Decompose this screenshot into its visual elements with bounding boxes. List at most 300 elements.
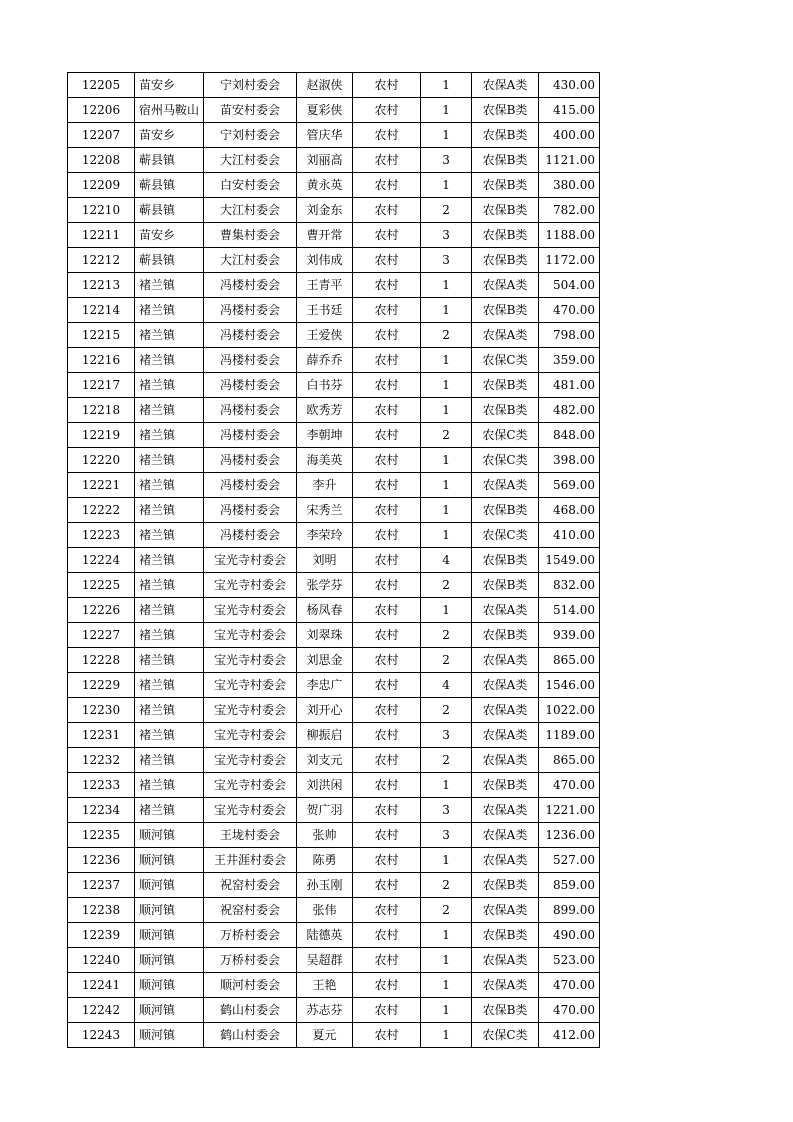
household-count-cell: 3 [421, 798, 472, 823]
table-row [68, 248, 600, 273]
residence-type-cell: 农村 [353, 73, 421, 98]
table-row [68, 148, 600, 173]
household-count-cell: 3 [421, 248, 472, 273]
table-row [68, 573, 600, 598]
category-cell: 农保B类 [472, 98, 539, 123]
township-cell: 蕲县镇 [135, 198, 204, 223]
residence-type-cell: 农村 [353, 123, 421, 148]
record-id-cell: 12217 [68, 373, 135, 398]
record-id-cell: 12211 [68, 223, 135, 248]
table-row [68, 198, 600, 223]
village-committee-cell: 大江村委会 [204, 148, 297, 173]
record-id-cell: 12227 [68, 623, 135, 648]
township-cell: 褚兰镇 [135, 748, 204, 773]
amount-cell: 1189.00 [539, 723, 600, 748]
name-cell: 张学芬 [297, 573, 353, 598]
name-cell: 薛乔乔 [297, 348, 353, 373]
category-cell: 农保B类 [472, 223, 539, 248]
amount-cell: 939.00 [539, 623, 600, 648]
category-cell: 农保B类 [472, 398, 539, 423]
name-cell: 张帅 [297, 823, 353, 848]
record-id-cell: 12209 [68, 173, 135, 198]
residence-type-cell: 农村 [353, 473, 421, 498]
village-committee-cell: 宝光寺村委会 [204, 773, 297, 798]
name-cell: 白书芬 [297, 373, 353, 398]
village-committee-cell: 顺河村委会 [204, 973, 297, 998]
name-cell: 黄永英 [297, 173, 353, 198]
amount-cell: 514.00 [539, 598, 600, 623]
village-committee-cell: 曹集村委会 [204, 223, 297, 248]
table-row [68, 473, 600, 498]
household-count-cell: 1 [421, 948, 472, 973]
record-id-cell: 12208 [68, 148, 135, 173]
table-row [68, 298, 600, 323]
residence-type-cell: 农村 [353, 323, 421, 348]
record-id-cell: 12232 [68, 748, 135, 773]
village-committee-cell: 祝窑村委会 [204, 898, 297, 923]
amount-cell: 430.00 [539, 73, 600, 98]
amount-cell: 470.00 [539, 298, 600, 323]
household-count-cell: 1 [421, 923, 472, 948]
amount-cell: 400.00 [539, 123, 600, 148]
name-cell: 王青平 [297, 273, 353, 298]
village-committee-cell: 宝光寺村委会 [204, 573, 297, 598]
village-committee-cell: 冯楼村委会 [204, 398, 297, 423]
residence-type-cell: 农村 [353, 298, 421, 323]
township-cell: 蕲县镇 [135, 173, 204, 198]
village-committee-cell: 鹤山村委会 [204, 998, 297, 1023]
household-count-cell: 2 [421, 698, 472, 723]
residence-type-cell: 农村 [353, 798, 421, 823]
name-cell: 柳振启 [297, 723, 353, 748]
village-committee-cell: 王垅村委会 [204, 823, 297, 848]
township-cell: 顺河镇 [135, 923, 204, 948]
record-id-cell: 12222 [68, 498, 135, 523]
household-count-cell: 1 [421, 273, 472, 298]
record-id-cell: 12226 [68, 598, 135, 623]
township-cell: 褚兰镇 [135, 548, 204, 573]
household-count-cell: 2 [421, 198, 472, 223]
record-id-cell: 12219 [68, 423, 135, 448]
category-cell: 农保A类 [472, 673, 539, 698]
name-cell: 李升 [297, 473, 353, 498]
name-cell: 李朝坤 [297, 423, 353, 448]
amount-cell: 798.00 [539, 323, 600, 348]
record-id-cell: 12210 [68, 198, 135, 223]
category-cell: 农保A类 [472, 473, 539, 498]
village-committee-cell: 宝光寺村委会 [204, 673, 297, 698]
village-committee-cell: 冯楼村委会 [204, 273, 297, 298]
category-cell: 农保A类 [472, 848, 539, 873]
table-row [68, 748, 600, 773]
name-cell: 欧秀芳 [297, 398, 353, 423]
residence-type-cell: 农村 [353, 398, 421, 423]
name-cell: 李荣玲 [297, 523, 353, 548]
household-count-cell: 1 [421, 598, 472, 623]
record-id-cell: 12230 [68, 698, 135, 723]
household-count-cell: 2 [421, 323, 472, 348]
name-cell: 夏彩侠 [297, 98, 353, 123]
name-cell: 贺广羽 [297, 798, 353, 823]
table-row [68, 373, 600, 398]
household-count-cell: 1 [421, 1023, 472, 1048]
category-cell: 农保B类 [472, 548, 539, 573]
category-cell: 农保A类 [472, 323, 539, 348]
record-id-cell: 12239 [68, 923, 135, 948]
name-cell: 管庆华 [297, 123, 353, 148]
roster-table-body [68, 73, 600, 1048]
category-cell: 农保A类 [472, 973, 539, 998]
household-count-cell: 1 [421, 398, 472, 423]
name-cell: 吴超群 [297, 948, 353, 973]
village-committee-cell: 宁刘村委会 [204, 123, 297, 148]
residence-type-cell: 农村 [353, 923, 421, 948]
category-cell: 农保A类 [472, 73, 539, 98]
township-cell: 苗安乡 [135, 73, 204, 98]
village-committee-cell: 鹤山村委会 [204, 1023, 297, 1048]
table-row [68, 898, 600, 923]
household-count-cell: 2 [421, 748, 472, 773]
household-count-cell: 1 [421, 523, 472, 548]
roster-table [67, 72, 600, 1048]
village-committee-cell: 祝窑村委会 [204, 873, 297, 898]
name-cell: 赵淑侠 [297, 73, 353, 98]
category-cell: 农保C类 [472, 1023, 539, 1048]
village-committee-cell: 大江村委会 [204, 248, 297, 273]
household-count-cell: 1 [421, 998, 472, 1023]
residence-type-cell: 农村 [353, 848, 421, 873]
village-committee-cell: 冯楼村委会 [204, 423, 297, 448]
household-count-cell: 1 [421, 473, 472, 498]
record-id-cell: 12206 [68, 98, 135, 123]
village-committee-cell: 冯楼村委会 [204, 298, 297, 323]
name-cell: 王书廷 [297, 298, 353, 323]
village-committee-cell: 宝光寺村委会 [204, 698, 297, 723]
village-committee-cell: 冯楼村委会 [204, 323, 297, 348]
record-id-cell: 12221 [68, 473, 135, 498]
category-cell: 农保B类 [472, 998, 539, 1023]
table-row [68, 223, 600, 248]
residence-type-cell: 农村 [353, 248, 421, 273]
record-id-cell: 12243 [68, 1023, 135, 1048]
record-id-cell: 12214 [68, 298, 135, 323]
amount-cell: 1546.00 [539, 673, 600, 698]
township-cell: 顺河镇 [135, 873, 204, 898]
residence-type-cell: 农村 [353, 873, 421, 898]
name-cell: 刘洪闲 [297, 773, 353, 798]
name-cell: 苏志芬 [297, 998, 353, 1023]
table-row [68, 123, 600, 148]
township-cell: 褚兰镇 [135, 498, 204, 523]
table-row [68, 698, 600, 723]
category-cell: 农保A类 [472, 273, 539, 298]
amount-cell: 848.00 [539, 423, 600, 448]
category-cell: 农保B类 [472, 248, 539, 273]
record-id-cell: 12212 [68, 248, 135, 273]
township-cell: 褚兰镇 [135, 398, 204, 423]
township-cell: 褚兰镇 [135, 623, 204, 648]
residence-type-cell: 农村 [353, 623, 421, 648]
township-cell: 顺河镇 [135, 973, 204, 998]
amount-cell: 470.00 [539, 773, 600, 798]
name-cell: 刘明 [297, 548, 353, 573]
table-row [68, 173, 600, 198]
category-cell: 农保A类 [472, 648, 539, 673]
category-cell: 农保C类 [472, 523, 539, 548]
record-id-cell: 12218 [68, 398, 135, 423]
record-id-cell: 12223 [68, 523, 135, 548]
township-cell: 顺河镇 [135, 848, 204, 873]
record-id-cell: 12237 [68, 873, 135, 898]
amount-cell: 410.00 [539, 523, 600, 548]
name-cell: 刘思金 [297, 648, 353, 673]
residence-type-cell: 农村 [353, 773, 421, 798]
amount-cell: 832.00 [539, 573, 600, 598]
name-cell: 王爱侠 [297, 323, 353, 348]
township-cell: 褚兰镇 [135, 798, 204, 823]
village-committee-cell: 宝光寺村委会 [204, 723, 297, 748]
name-cell: 刘伟成 [297, 248, 353, 273]
record-id-cell: 12216 [68, 348, 135, 373]
record-id-cell: 12229 [68, 673, 135, 698]
village-committee-cell: 万桥村委会 [204, 923, 297, 948]
village-committee-cell: 苗安村委会 [204, 98, 297, 123]
residence-type-cell: 农村 [353, 423, 421, 448]
household-count-cell: 1 [421, 98, 472, 123]
residence-type-cell: 农村 [353, 273, 421, 298]
household-count-cell: 1 [421, 298, 472, 323]
table-row [68, 623, 600, 648]
record-id-cell: 12220 [68, 448, 135, 473]
township-cell: 褚兰镇 [135, 573, 204, 598]
amount-cell: 482.00 [539, 398, 600, 423]
residence-type-cell: 农村 [353, 898, 421, 923]
village-committee-cell: 冯楼村委会 [204, 473, 297, 498]
record-id-cell: 12224 [68, 548, 135, 573]
residence-type-cell: 农村 [353, 998, 421, 1023]
village-committee-cell: 宝光寺村委会 [204, 598, 297, 623]
household-count-cell: 1 [421, 373, 472, 398]
name-cell: 张伟 [297, 898, 353, 923]
amount-cell: 523.00 [539, 948, 600, 973]
table-row [68, 648, 600, 673]
village-committee-cell: 冯楼村委会 [204, 498, 297, 523]
village-committee-cell: 宝光寺村委会 [204, 548, 297, 573]
table-row [68, 798, 600, 823]
name-cell: 海美英 [297, 448, 353, 473]
township-cell: 顺河镇 [135, 823, 204, 848]
township-cell: 褚兰镇 [135, 373, 204, 398]
township-cell: 褚兰镇 [135, 773, 204, 798]
record-id-cell: 12234 [68, 798, 135, 823]
village-committee-cell: 宝光寺村委会 [204, 623, 297, 648]
category-cell: 农保A类 [472, 723, 539, 748]
residence-type-cell: 农村 [353, 148, 421, 173]
amount-cell: 569.00 [539, 473, 600, 498]
residence-type-cell: 农村 [353, 498, 421, 523]
table-row [68, 873, 600, 898]
household-count-cell: 2 [421, 648, 472, 673]
amount-cell: 490.00 [539, 923, 600, 948]
name-cell: 刘开心 [297, 698, 353, 723]
table-row [68, 823, 600, 848]
table-row [68, 73, 600, 98]
category-cell: 农保C类 [472, 423, 539, 448]
table-row [68, 423, 600, 448]
residence-type-cell: 农村 [353, 948, 421, 973]
township-cell: 褚兰镇 [135, 598, 204, 623]
record-id-cell: 12213 [68, 273, 135, 298]
residence-type-cell: 农村 [353, 223, 421, 248]
table-row [68, 273, 600, 298]
table-row [68, 998, 600, 1023]
category-cell: 农保A类 [472, 698, 539, 723]
township-cell: 褚兰镇 [135, 448, 204, 473]
record-id-cell: 12236 [68, 848, 135, 873]
amount-cell: 380.00 [539, 173, 600, 198]
township-cell: 褚兰镇 [135, 423, 204, 448]
category-cell: 农保A类 [472, 823, 539, 848]
name-cell: 刘翠珠 [297, 623, 353, 648]
residence-type-cell: 农村 [353, 448, 421, 473]
township-cell: 顺河镇 [135, 898, 204, 923]
village-committee-cell: 宝光寺村委会 [204, 648, 297, 673]
village-committee-cell: 大江村委会 [204, 198, 297, 223]
township-cell: 顺河镇 [135, 1023, 204, 1048]
village-committee-cell: 宁刘村委会 [204, 73, 297, 98]
village-committee-cell: 宝光寺村委会 [204, 748, 297, 773]
township-cell: 蕲县镇 [135, 148, 204, 173]
name-cell: 宋秀兰 [297, 498, 353, 523]
category-cell: 农保B类 [472, 123, 539, 148]
amount-cell: 1549.00 [539, 548, 600, 573]
record-id-cell: 12241 [68, 973, 135, 998]
residence-type-cell: 农村 [353, 598, 421, 623]
household-count-cell: 3 [421, 148, 472, 173]
amount-cell: 415.00 [539, 98, 600, 123]
amount-cell: 865.00 [539, 748, 600, 773]
category-cell: 农保B类 [472, 373, 539, 398]
residence-type-cell: 农村 [353, 723, 421, 748]
household-count-cell: 1 [421, 973, 472, 998]
residence-type-cell: 农村 [353, 698, 421, 723]
amount-cell: 359.00 [539, 348, 600, 373]
category-cell: 农保A类 [472, 898, 539, 923]
name-cell: 夏元 [297, 1023, 353, 1048]
table-row [68, 548, 600, 573]
township-cell: 苗安乡 [135, 223, 204, 248]
township-cell: 褚兰镇 [135, 723, 204, 748]
table-row [68, 948, 600, 973]
residence-type-cell: 农村 [353, 1023, 421, 1048]
amount-cell: 899.00 [539, 898, 600, 923]
village-committee-cell: 白安村委会 [204, 173, 297, 198]
record-id-cell: 12238 [68, 898, 135, 923]
village-committee-cell: 冯楼村委会 [204, 448, 297, 473]
household-count-cell: 1 [421, 348, 472, 373]
amount-cell: 1188.00 [539, 223, 600, 248]
residence-type-cell: 农村 [353, 98, 421, 123]
township-cell: 蕲县镇 [135, 248, 204, 273]
category-cell: 农保B类 [472, 298, 539, 323]
table-row [68, 323, 600, 348]
township-cell: 苗安乡 [135, 123, 204, 148]
household-count-cell: 3 [421, 723, 472, 748]
village-committee-cell: 冯楼村委会 [204, 523, 297, 548]
township-cell: 褚兰镇 [135, 523, 204, 548]
category-cell: 农保A类 [472, 798, 539, 823]
village-committee-cell: 万桥村委会 [204, 948, 297, 973]
table-row [68, 923, 600, 948]
category-cell: 农保B类 [472, 923, 539, 948]
amount-cell: 470.00 [539, 998, 600, 1023]
township-cell: 褚兰镇 [135, 348, 204, 373]
household-count-cell: 2 [421, 573, 472, 598]
township-cell: 宿州马鞍山 [135, 98, 204, 123]
township-cell: 褚兰镇 [135, 698, 204, 723]
household-count-cell: 1 [421, 73, 472, 98]
residence-type-cell: 农村 [353, 973, 421, 998]
village-committee-cell: 王井涯村委会 [204, 848, 297, 873]
residence-type-cell: 农村 [353, 648, 421, 673]
table-row [68, 523, 600, 548]
residence-type-cell: 农村 [353, 548, 421, 573]
residence-type-cell: 农村 [353, 823, 421, 848]
table-row [68, 773, 600, 798]
record-id-cell: 12205 [68, 73, 135, 98]
amount-cell: 859.00 [539, 873, 600, 898]
amount-cell: 481.00 [539, 373, 600, 398]
name-cell: 王艳 [297, 973, 353, 998]
household-count-cell: 2 [421, 898, 472, 923]
amount-cell: 398.00 [539, 448, 600, 473]
category-cell: 农保B类 [472, 873, 539, 898]
amount-cell: 1236.00 [539, 823, 600, 848]
amount-cell: 527.00 [539, 848, 600, 873]
name-cell: 陆德英 [297, 923, 353, 948]
record-id-cell: 12215 [68, 323, 135, 348]
township-cell: 顺河镇 [135, 998, 204, 1023]
household-count-cell: 3 [421, 223, 472, 248]
household-count-cell: 2 [421, 423, 472, 448]
residence-type-cell: 农村 [353, 523, 421, 548]
name-cell: 刘丽高 [297, 148, 353, 173]
name-cell: 孙玉刚 [297, 873, 353, 898]
residence-type-cell: 农村 [353, 573, 421, 598]
table-row [68, 1023, 600, 1048]
household-count-cell: 1 [421, 773, 472, 798]
record-id-cell: 12242 [68, 998, 135, 1023]
name-cell: 杨凤春 [297, 598, 353, 623]
category-cell: 农保A类 [472, 948, 539, 973]
residence-type-cell: 农村 [353, 748, 421, 773]
category-cell: 农保A类 [472, 748, 539, 773]
table-row [68, 448, 600, 473]
name-cell: 刘金东 [297, 198, 353, 223]
amount-cell: 504.00 [539, 273, 600, 298]
name-cell: 陈勇 [297, 848, 353, 873]
record-id-cell: 12240 [68, 948, 135, 973]
household-count-cell: 1 [421, 448, 472, 473]
village-committee-cell: 宝光寺村委会 [204, 798, 297, 823]
township-cell: 褚兰镇 [135, 323, 204, 348]
category-cell: 农保B类 [472, 498, 539, 523]
household-count-cell: 2 [421, 623, 472, 648]
amount-cell: 1172.00 [539, 248, 600, 273]
residence-type-cell: 农村 [353, 373, 421, 398]
township-cell: 顺河镇 [135, 948, 204, 973]
table-row [68, 498, 600, 523]
